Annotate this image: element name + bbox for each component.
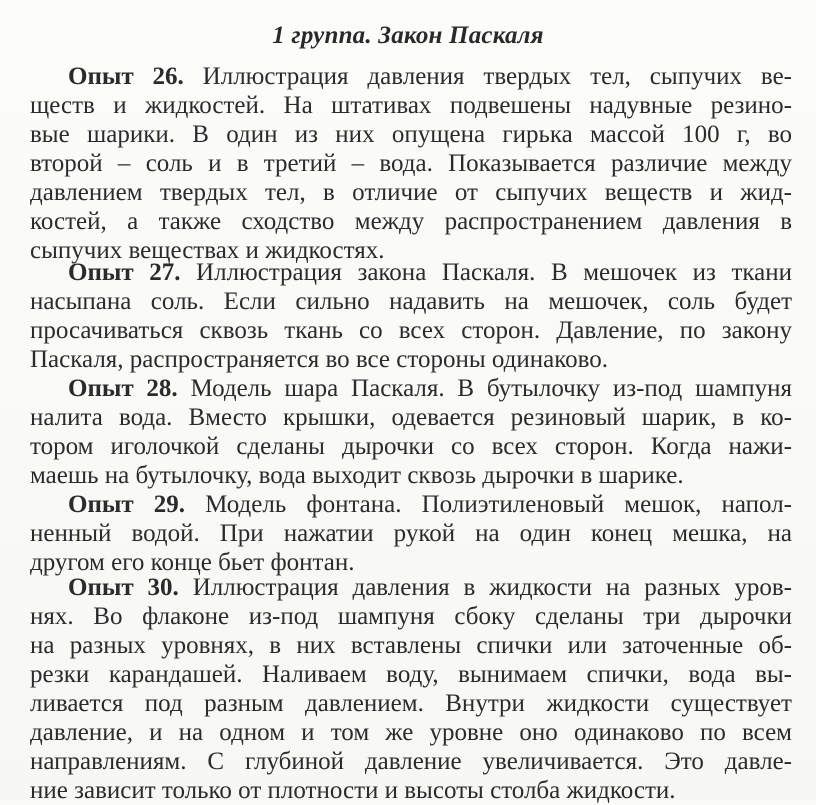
experiment-26-paragraph (0, 62, 816, 265)
experiment-28-paragraph (0, 374, 816, 490)
paragraph-line: резки карандашей. Наливаем воду, вынимаем спички, вода вы- (30, 661, 792, 688)
paragraph-line: ние зависит только от плотности и высоты столба жидкости. (30, 777, 676, 804)
experiment-label: Опыт 30. (68, 574, 179, 601)
paragraph-line: на разных уровнях, в них вставлены спички или заточенные об- (30, 632, 792, 659)
experiment-label: Опыт 27. (68, 259, 181, 286)
paragraph-line: тором иголочкой сделаны дырочки со всех сторон. Когда нажи- (30, 433, 792, 460)
paragraph-line: давление, и на одном и том же уровне оно одинаково по всем (30, 719, 792, 746)
paragraph-line: просачиваться сквозь ткань со всех сторон. Давление, по закону (30, 317, 792, 344)
paragraph-line: маешь на бутылочку, вода выходит сквозь дырочки в шарике. (30, 462, 684, 489)
paragraph-line: ществ и жидкостей. На штативах подвешены надувные резино- (30, 92, 792, 119)
paragraph-line: насыпана соль. Если сильно надавить на мешочек, соль будет (30, 288, 792, 315)
experiment-30-paragraph (0, 573, 816, 805)
paragraph-line: костей, а также сходство между распространением давления в (30, 208, 792, 235)
paragraph-line: налита вода. Вместо крышки, одевается резиновый шарик, в ко- (30, 404, 792, 431)
paragraph-line: нях. Во флаконе из-под шампуня сбоку сделаны три дырочки (30, 603, 792, 630)
paragraph-line: давлением твердых тел, в отличие от сыпучих веществ и жид- (30, 179, 792, 206)
paragraph-line: направлениям. С глубиной давление увеличивается. Это давле- (30, 748, 792, 775)
paragraph-line: второй – соль и в третий – вода. Показывается различие между (30, 150, 792, 177)
experiment-29-paragraph (0, 490, 816, 577)
paragraph-line: Опыт 28. Модель шара Паскаля. В бутылочку из-под шампуня (68, 375, 792, 402)
paragraph-line: Опыт 26. Иллюстрация давления твердых тел, сыпучих ве- (68, 63, 792, 90)
experiment-label: Опыт 29. (68, 491, 186, 518)
paragraph-line: сыпучих веществах и жидкостях. (30, 237, 385, 264)
paragraph-line: ненный водой. При нажатии рукой на один конец мешка, на (30, 520, 792, 547)
paragraph-line: Паскаля, распространяется во все стороны одинаково. (30, 346, 608, 373)
paragraph-line: Опыт 30. Иллюстрация давления в жидкости на разных уров- (68, 574, 792, 601)
experiment-label: Опыт 26. (68, 63, 184, 90)
section-heading: 1 группа. Закон Паскаля (272, 22, 544, 49)
paragraph-line: Опыт 29. Модель фонтана. Полиэтиленовый мешок, напол- (68, 491, 792, 518)
paragraph-line: вые шарики. В один из них опущена гирька массой 100 г, во (30, 121, 792, 148)
paragraph-line: Опыт 27. Иллюстрация закона Паскаля. В мешочек из ткани (68, 259, 792, 286)
paragraph-line: ливается под разным давлением. Внутри жидкости существует (30, 690, 792, 717)
experiment-27-paragraph (0, 258, 816, 374)
paragraph-line: другом его конце бьет фонтан. (30, 549, 355, 576)
experiment-label: Опыт 28. (68, 375, 178, 402)
